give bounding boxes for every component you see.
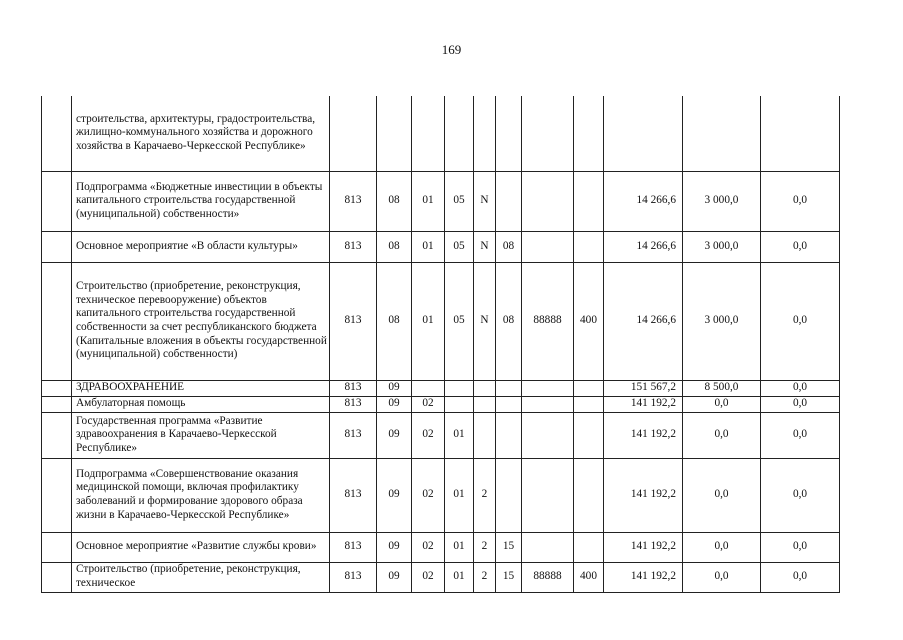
cell-pr: 02: [412, 396, 445, 412]
table-row: [42, 562, 840, 592]
row-name: Амбулаторная помощь: [72, 396, 330, 412]
cell-sum-3: [761, 96, 840, 171]
cell-cs2: 2: [474, 458, 496, 532]
cell-sum-2: 0,0: [683, 396, 761, 412]
cell-cs4: 88888: [522, 562, 574, 592]
cell-pr: 01: [412, 231, 445, 262]
row-name: Строительство (приобретение, реконструкция, техническое перевооружение) объектов капитального строительства государственной собственности за счет республиканского бюджета (Капитальные вложения в объекты государственной (муниципальной) собственности): [72, 262, 330, 380]
table-row: [42, 231, 840, 262]
cell-pr: 02: [412, 458, 445, 532]
cell-pr: 01: [412, 262, 445, 380]
cell-rz: 09: [377, 396, 412, 412]
cell-rz: 08: [377, 231, 412, 262]
table-row: [42, 412, 840, 458]
cell-cs1: [445, 380, 474, 396]
cell-cs3: 08: [496, 262, 522, 380]
cell-ved: [330, 96, 377, 171]
cell-rz: 09: [377, 532, 412, 562]
cell-rz: 08: [377, 262, 412, 380]
cell-ved: 813: [330, 380, 377, 396]
row-number-cell: [42, 262, 72, 380]
cell-vr: [574, 458, 604, 532]
cell-ved: 813: [330, 532, 377, 562]
cell-sum-3: 0,0: [761, 380, 840, 396]
cell-cs2: [474, 96, 496, 171]
cell-ved: 813: [330, 171, 377, 231]
cell-cs2: 2: [474, 562, 496, 592]
cell-sum-2: 0,0: [683, 412, 761, 458]
table-row: [42, 96, 840, 171]
row-number-cell: [42, 231, 72, 262]
cell-sum-1: 151 567,2: [604, 380, 683, 396]
cell-sum-3: 0,0: [761, 562, 840, 592]
cell-vr: [574, 380, 604, 396]
cell-cs1: 05: [445, 171, 474, 231]
cell-sum-2: 0,0: [683, 458, 761, 532]
cell-cs2: N: [474, 231, 496, 262]
cell-cs1: 01: [445, 562, 474, 592]
cell-sum-1: 141 192,2: [604, 412, 683, 458]
cell-ved: 813: [330, 262, 377, 380]
cell-cs3: [496, 396, 522, 412]
cell-vr: [574, 171, 604, 231]
cell-vr: 400: [574, 562, 604, 592]
table-row: [42, 171, 840, 231]
row-number-cell: [42, 96, 72, 171]
cell-sum-2: 0,0: [683, 532, 761, 562]
cell-cs1: 01: [445, 532, 474, 562]
cell-sum-1: [604, 96, 683, 171]
cell-rz: [377, 96, 412, 171]
cell-sum-3: 0,0: [761, 458, 840, 532]
cell-cs2: N: [474, 262, 496, 380]
cell-pr: 01: [412, 171, 445, 231]
table-row: [42, 380, 840, 396]
cell-sum-3: 0,0: [761, 231, 840, 262]
cell-cs1: 01: [445, 458, 474, 532]
row-number-cell: [42, 458, 72, 532]
cell-cs4: [522, 412, 574, 458]
cell-cs1: [445, 96, 474, 171]
row-name: строительства, архитектуры, градостроительства, жилищно-коммунального хозяйства и дорожного хозяйства в Карачаево-Черкесской Республике»: [72, 96, 330, 171]
cell-rz: 08: [377, 171, 412, 231]
row-number-cell: [42, 412, 72, 458]
cell-sum-3: 0,0: [761, 412, 840, 458]
cell-sum-1: 141 192,2: [604, 458, 683, 532]
cell-sum-1: 14 266,6: [604, 231, 683, 262]
row-name: Подпрограмма «Совершенствование оказания медицинской помощи, включая профилактику заболеваний и формирование здорового образа жизни в Карачаево-Черкесской Республике»: [72, 458, 330, 532]
row-name: Основное мероприятие «Развитие службы крови»: [72, 532, 330, 562]
cell-cs2: [474, 412, 496, 458]
table-row: [42, 532, 840, 562]
cell-vr: [574, 396, 604, 412]
cell-vr: [574, 96, 604, 171]
cell-sum-2: [683, 96, 761, 171]
cell-pr: [412, 380, 445, 396]
cell-cs3: 15: [496, 562, 522, 592]
row-number-cell: [42, 562, 72, 592]
cell-sum-1: 14 266,6: [604, 171, 683, 231]
cell-cs4: [522, 396, 574, 412]
row-name: Подпрограмма «Бюджетные инвестиции в объекты капитального строительства государственной (муниципальной) собственности»: [72, 171, 330, 231]
cell-vr: 400: [574, 262, 604, 380]
cell-cs4: [522, 380, 574, 396]
row-name: ЗДРАВООХРАНЕНИЕ: [72, 380, 330, 396]
cell-cs1: 01: [445, 412, 474, 458]
cell-ved: 813: [330, 562, 377, 592]
cell-vr: [574, 231, 604, 262]
cell-cs3: 15: [496, 532, 522, 562]
cell-sum-2: 0,0: [683, 562, 761, 592]
budget-table: [41, 96, 840, 593]
cell-ved: 813: [330, 412, 377, 458]
cell-ved: 813: [330, 231, 377, 262]
cell-pr: [412, 96, 445, 171]
cell-cs3: [496, 171, 522, 231]
cell-sum-1: 14 266,6: [604, 262, 683, 380]
cell-pr: 02: [412, 562, 445, 592]
cell-vr: [574, 532, 604, 562]
cell-cs1: 05: [445, 231, 474, 262]
cell-rz: 09: [377, 412, 412, 458]
row-name: Государственная программа «Развитие здравоохранения в Карачаево-Черкесской Республике»: [72, 412, 330, 458]
cell-cs3: [496, 380, 522, 396]
cell-cs1: [445, 396, 474, 412]
cell-cs4: [522, 96, 574, 171]
row-name: Основное мероприятие «В области культуры»: [72, 231, 330, 262]
row-number-cell: [42, 396, 72, 412]
cell-sum-2: 3 000,0: [683, 231, 761, 262]
cell-sum-1: 141 192,2: [604, 396, 683, 412]
row-number-cell: [42, 532, 72, 562]
cell-rz: 09: [377, 458, 412, 532]
cell-ved: 813: [330, 458, 377, 532]
cell-sum-3: 0,0: [761, 532, 840, 562]
row-number-cell: [42, 171, 72, 231]
cell-sum-2: 3 000,0: [683, 171, 761, 231]
cell-sum-3: 0,0: [761, 171, 840, 231]
cell-cs2: [474, 380, 496, 396]
cell-cs4: [522, 231, 574, 262]
cell-pr: 02: [412, 532, 445, 562]
cell-cs2: 2: [474, 532, 496, 562]
table-row: [42, 396, 840, 412]
cell-pr: 02: [412, 412, 445, 458]
cell-vr: [574, 412, 604, 458]
cell-cs2: N: [474, 171, 496, 231]
cell-cs3: [496, 96, 522, 171]
cell-sum-1: 141 192,2: [604, 532, 683, 562]
cell-cs1: 05: [445, 262, 474, 380]
cell-sum-3: 0,0: [761, 396, 840, 412]
cell-ved: 813: [330, 396, 377, 412]
row-name: Строительство (приобретение, реконструкция, техническое: [72, 562, 330, 592]
cell-cs3: [496, 412, 522, 458]
cell-cs2: [474, 396, 496, 412]
cell-cs3: [496, 458, 522, 532]
table-row: [42, 262, 840, 380]
cell-cs3: 08: [496, 231, 522, 262]
cell-rz: 09: [377, 380, 412, 396]
cell-cs4: [522, 532, 574, 562]
row-number-cell: [42, 380, 72, 396]
cell-sum-2: 8 500,0: [683, 380, 761, 396]
cell-sum-2: 3 000,0: [683, 262, 761, 380]
cell-cs4: [522, 171, 574, 231]
cell-sum-3: 0,0: [761, 262, 840, 380]
cell-sum-1: 141 192,2: [604, 562, 683, 592]
table-row: [42, 458, 840, 532]
cell-cs4: 88888: [522, 262, 574, 380]
cell-rz: 09: [377, 562, 412, 592]
cell-cs4: [522, 458, 574, 532]
page-number: 169: [441, 42, 462, 57]
